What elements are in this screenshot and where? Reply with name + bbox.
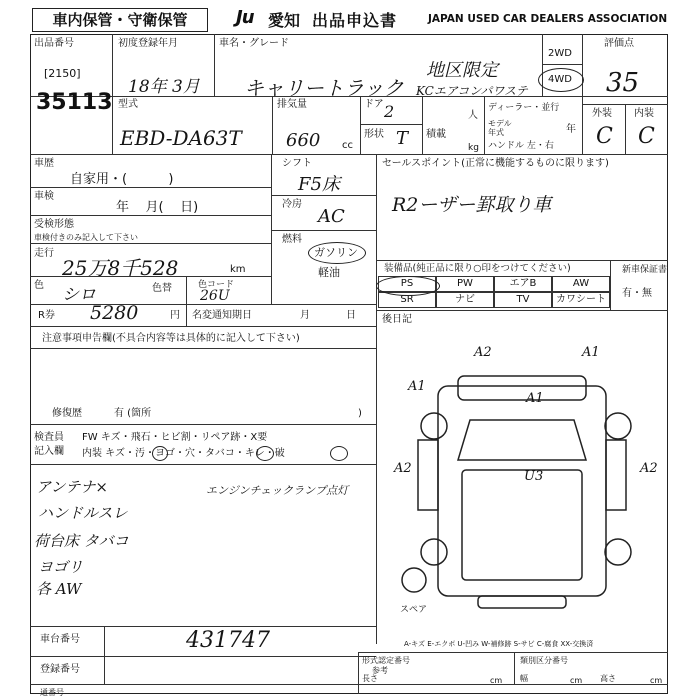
history-label: 車歴 (34, 158, 54, 169)
notice-month: 月 (300, 310, 310, 321)
class-code-label: 類別区分番号 (520, 656, 568, 665)
drive-split (542, 64, 582, 65)
serial-label: 通番号 (40, 688, 64, 697)
diagram-wheel-rl (421, 539, 447, 565)
equipment-item: PS (378, 276, 436, 292)
inspector-label-2: 記入欄 (34, 446, 64, 457)
mark-hood: A1 (526, 391, 544, 406)
diagram-rear (478, 596, 566, 608)
recycle-label: R券 (38, 310, 55, 321)
juken-label: 受検形態 (34, 219, 74, 230)
shift-label: シフト (282, 158, 312, 169)
mark-left-side: A2 (394, 461, 412, 476)
sales-point-label: セールスポイント(正常に機能するものに限ります) (382, 158, 609, 169)
equipment-item: AW (552, 276, 610, 292)
repair-label: 修復歴 (52, 408, 82, 419)
col-load-rule (422, 96, 423, 154)
chassis-top-rule (30, 626, 376, 627)
inspector-circle-3 (330, 446, 348, 461)
reg-number-label: 登録番号 (40, 664, 80, 675)
left-block-rule (271, 154, 272, 304)
notice-label: 名変通知期日 (192, 310, 252, 321)
notes-bottom-rule (30, 424, 376, 425)
mileage-value: 25万8千528 (62, 256, 179, 280)
spec-mid-rule (514, 652, 515, 684)
color-label: 色 (34, 280, 44, 291)
door-value: 2 (384, 102, 395, 121)
height-unit: cm (650, 676, 663, 685)
model-label: 型式 (118, 99, 138, 110)
spare-tire-icon (402, 568, 426, 592)
juken-rule (30, 243, 272, 244)
fuel-gasoline-circle (308, 242, 366, 264)
storage-stamp: 車内保管・守衛保管 (32, 8, 208, 32)
length-unit: cm (490, 676, 503, 685)
shaken-label: 車検 (34, 191, 54, 202)
load-unit: kg (468, 143, 479, 153)
model-value: EBD-DA63T (120, 126, 242, 150)
interior-label: 内装 (634, 108, 654, 119)
diagram-left-door (418, 440, 438, 510)
model-year-unit: 年 (566, 124, 576, 135)
association-name: JAPAN USED CAR DEALERS ASSOCIATION (428, 13, 668, 25)
equipment-ps-circle (376, 276, 440, 296)
diagram-right-door (606, 440, 626, 510)
notes-top-rule (30, 348, 376, 349)
fuel-label: 燃料 (282, 234, 302, 245)
load-label: 積載 (426, 129, 446, 140)
row2-bottom-rule (30, 154, 668, 155)
after-record-label: 後日記 (382, 314, 412, 325)
spec-left-rule (358, 652, 359, 694)
color-split (186, 276, 187, 304)
sales-point-rule (376, 260, 668, 261)
col-dealer-rule (484, 96, 485, 154)
comment-aw: 各 AW (36, 580, 82, 598)
recycle-yen: 円 (170, 310, 180, 321)
shaken-value: 年 月( 日) (116, 200, 199, 215)
mark-right-side: A2 (640, 461, 658, 476)
diagram-wheel-fr (605, 413, 631, 439)
comment-engine-lamp: エンジンチェックランプ点灯 (206, 484, 349, 497)
exterior-label: 外装 (592, 108, 612, 119)
comment-dirt: ヨゴリ (38, 558, 84, 576)
car-name-note-equip: KCエアコンパワステ (416, 84, 528, 98)
handle-label: ハンドル 左・右 (488, 141, 554, 151)
color-value: シロ (62, 285, 96, 305)
grade-label: 評価点 (604, 38, 634, 49)
color-change-label: 色替 (152, 283, 172, 294)
car-name-value: キャリートラック (244, 76, 404, 100)
chassis-value: 431747 (186, 628, 270, 653)
chassis-split (104, 626, 105, 684)
history-rule (30, 187, 272, 188)
diagram-body-outline (438, 386, 606, 596)
sales-point-value: R2ーザー罫取り車 (392, 194, 552, 216)
recycle-value: 5280 (90, 302, 139, 324)
cooling-rule (272, 230, 376, 231)
fuel-gasoline: ガソリン (314, 246, 358, 259)
col-grade-rule (582, 34, 583, 154)
col-model-rule (272, 96, 273, 154)
door-label: ドア (364, 99, 384, 110)
equipment-item: エアB (494, 276, 552, 292)
history-value: 自家用・( ) (70, 172, 174, 187)
shape-label: 形状 (364, 129, 384, 140)
mileage-unit: km (230, 264, 246, 275)
shape-cert-label: 形式認定番号 (362, 656, 410, 665)
drive-4wd: 4WD (548, 74, 572, 85)
warranty-rule (610, 260, 611, 310)
after-top-rule (376, 310, 668, 311)
diagram-wheel-rr (605, 539, 631, 565)
width-label: 幅 (520, 674, 528, 683)
mark-bed: U3 (524, 469, 544, 484)
mileage-rule (30, 276, 272, 277)
lot-number: 35113 (36, 90, 113, 115)
displacement-label: 排気量 (277, 99, 307, 110)
exterior-value: C (596, 124, 613, 149)
shaken-rule (30, 215, 272, 216)
shift-value: F5床 (298, 174, 340, 195)
color-code-value: 26U (200, 288, 230, 304)
mark-left-front: A1 (408, 379, 426, 394)
cooling-value: AC (318, 206, 345, 227)
spare-label: スペア (400, 605, 428, 615)
recycle-bottom-rule (30, 326, 376, 327)
dealer-label: ディーラー・並行 (488, 103, 560, 113)
mileage-label: 走行 (34, 248, 54, 259)
comment-bed: 荷台床 タバコ (34, 532, 129, 550)
damage-legend: A-キズ E-エクボ U-凹み W-補修跡 S-サビ C-腐食 XX-交換済 (404, 640, 594, 648)
mark-front-left: A2 (474, 345, 492, 360)
juken-note: 車検付きのみ記入して下さい (34, 233, 138, 242)
notes-label: 注意事項申告欄(不具合内容等は具体的に記入して下さい) (42, 333, 300, 344)
displacement-unit: cc (342, 140, 353, 151)
col-reg-rule (214, 34, 215, 96)
equipment-item: TV (494, 292, 552, 308)
equipment-item: SR (378, 292, 436, 308)
shape-value: T (396, 128, 409, 149)
lot-sub-number: [2150] (44, 67, 81, 80)
comment-antenna: アンテナ× (36, 478, 108, 496)
height-label: 高さ (600, 674, 616, 683)
diagram-wheel-fl (421, 413, 447, 439)
inspector-bottom-rule (30, 464, 376, 465)
shift-block-rule (376, 154, 377, 304)
equipment-item: ナビ (436, 292, 494, 308)
comment-handle: ハンドルスレ (38, 504, 128, 522)
grade-mid-rule (625, 104, 626, 154)
people-label: 人 (468, 110, 478, 121)
equipment-item: カワシート (552, 292, 610, 308)
registration-label: 初度登録年月 (118, 38, 178, 49)
inspector-circle-2 (256, 446, 274, 461)
inspector-row-1: FW キズ・飛石・ヒビ割・リペア跡・X要 (82, 432, 268, 443)
inspector-row-2: 内装 キズ・汚・ヨゴ・穴・タバコ・キレ・破 (82, 448, 285, 459)
notice-day: 日 (346, 310, 356, 321)
warranty-value: 有・無 (622, 288, 652, 299)
warranty-label: 新車保証書 (622, 265, 668, 275)
diagram-bed (462, 470, 582, 580)
form-title: 出品申込書 (312, 11, 398, 30)
width-unit: cm (570, 676, 583, 685)
drive-2wd: 2WD (548, 48, 572, 59)
col-door-rule (360, 96, 361, 154)
registration-value: 18年 3月 (128, 77, 200, 97)
lot-label: 出品番号 (34, 38, 74, 49)
car-name-label: 車名・グレード (219, 38, 289, 49)
fuel-diesel: 軽油 (318, 266, 340, 279)
shift-rule (272, 195, 376, 196)
inspector-label-1: 検査員 (34, 432, 64, 443)
interior-value: C (638, 124, 655, 149)
grade-score: 35 (606, 68, 640, 98)
equipment-label: 装備品(純正品に限り○印をつけてください) (384, 263, 571, 274)
diagram-hood (458, 376, 586, 400)
after-left-rule (376, 304, 377, 644)
recycle-top-rule (30, 304, 376, 305)
recycle-split (186, 304, 187, 326)
mark-front-right: A1 (582, 345, 600, 360)
length-label: 長さ (362, 674, 378, 683)
door-split (360, 124, 422, 125)
displacement-value: 660 (286, 130, 321, 151)
spec-top-rule (358, 652, 668, 653)
repair-close: ) (358, 408, 362, 419)
chassis-label: 車台番号 (40, 634, 80, 645)
region-name: 愛知 (268, 11, 301, 30)
car-name-note-region: 地区限定 (426, 60, 498, 81)
diagram-cab (458, 420, 586, 460)
reg-top-rule (30, 656, 376, 657)
model-year-label: モデル年式 (488, 119, 512, 137)
inspector-circle-1 (152, 446, 168, 461)
ref-label: 参考 (372, 666, 388, 675)
drive-4wd-circle (538, 68, 584, 92)
ju-logo: Ju (236, 7, 254, 28)
repair-value: 有 (箇所 (114, 408, 152, 419)
cooling-label: 冷房 (282, 199, 302, 210)
car-damage-diagram (378, 330, 668, 630)
color-code-label: 色コード (198, 280, 235, 290)
equipment-item: PW (436, 276, 494, 292)
